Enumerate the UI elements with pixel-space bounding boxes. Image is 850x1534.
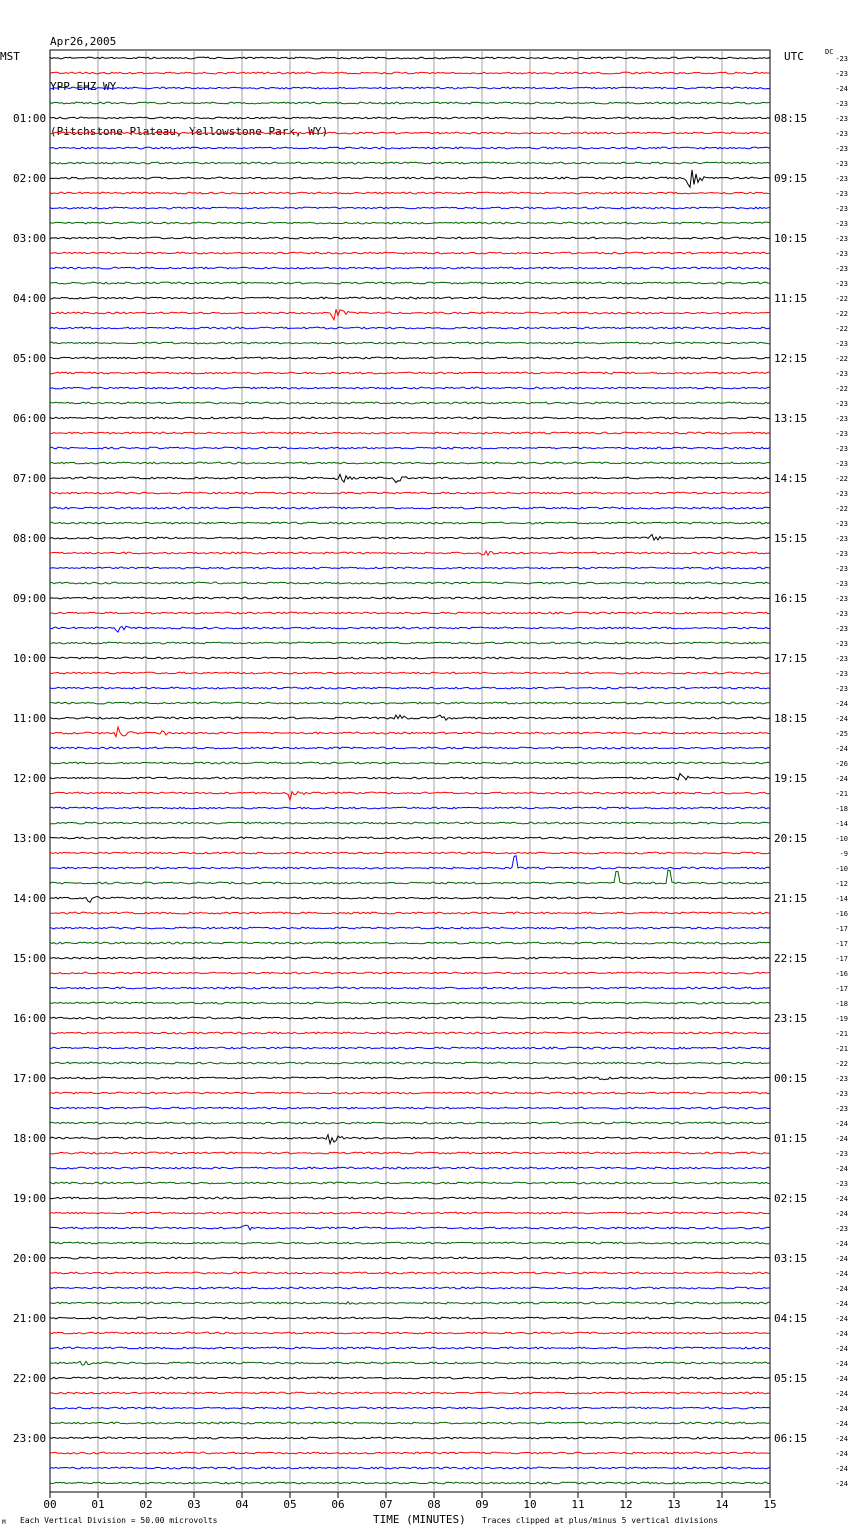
utc-hour-label: 06:15: [774, 1432, 808, 1445]
mst-hour-label: 07:00: [13, 472, 47, 485]
dc-offset-label: -23: [835, 445, 848, 453]
seismic-trace: [50, 747, 770, 749]
dc-offset-label: -23: [835, 565, 848, 573]
seismic-trace: [50, 687, 770, 689]
seismic-trace: [50, 1152, 770, 1154]
seismic-trace: [50, 207, 770, 209]
mst-hour-label: 14:00: [13, 892, 47, 905]
dc-offset-label: -23: [835, 625, 848, 633]
dc-offset-label: -24: [835, 700, 848, 708]
seismic-trace: [50, 715, 770, 720]
seismic-trace: [50, 1377, 770, 1379]
dc-offset-label: -24: [835, 745, 848, 753]
seismic-trace: [50, 170, 770, 187]
dc-offset-label: -26: [835, 760, 848, 768]
seismic-trace: [50, 507, 770, 509]
dc-offset-label: -23: [835, 1150, 848, 1158]
seismic-trace: [50, 1135, 770, 1144]
dc-offset-label: -23: [835, 1075, 848, 1083]
seismic-trace: [50, 1332, 770, 1334]
seismic-trace: [50, 1287, 770, 1289]
seismic-trace: [50, 942, 770, 944]
seismic-trace: [50, 1182, 770, 1184]
dc-offset-label: -23: [835, 1225, 848, 1233]
dc-offset-label: -23: [835, 610, 848, 618]
utc-hour-label: 14:15: [774, 472, 808, 485]
seismic-trace: [50, 1002, 770, 1004]
dc-offset-label: -22: [835, 475, 848, 483]
dc-offset-label: -23: [835, 1180, 848, 1188]
dc-offset-label: -10: [835, 865, 848, 873]
x-tick-label: 14: [715, 1498, 729, 1511]
dc-offset-label: -24: [835, 1285, 848, 1293]
seismic-trace: [50, 1077, 770, 1080]
seismic-trace: [50, 297, 770, 299]
dc-offset-label: -21: [835, 790, 848, 798]
dc-offset-label: -23: [835, 655, 848, 663]
dc-offset-label: -21: [835, 1030, 848, 1038]
dc-offset-label: -23: [835, 640, 848, 648]
plot-frame: [50, 50, 770, 1492]
seismic-trace: [50, 987, 770, 989]
seismic-trace: [50, 387, 770, 389]
dc-offset-label: -23: [835, 670, 848, 678]
mst-hour-label: 22:00: [13, 1372, 47, 1385]
seismic-trace: [50, 927, 770, 929]
x-tick-label: 10: [523, 1498, 537, 1511]
seismic-trace: [50, 1257, 770, 1259]
dc-offset-label: -24: [835, 1480, 848, 1488]
seismic-trace: [50, 1452, 770, 1454]
mst-hour-label: 06:00: [13, 412, 47, 425]
dc-offset-label: -23: [835, 70, 848, 78]
seismic-trace: [50, 1017, 770, 1019]
dc-offset-label: -24: [835, 775, 848, 783]
seismic-trace: [50, 474, 770, 482]
seismic-trace: [50, 1032, 770, 1034]
utc-hour-label: 18:15: [774, 712, 808, 725]
dc-offset-label: -23: [835, 415, 848, 423]
utc-hour-label: 01:15: [774, 1132, 808, 1145]
mst-hour-label: 17:00: [13, 1072, 47, 1085]
seismic-trace: [50, 117, 770, 119]
seismic-trace: [50, 309, 770, 320]
dc-offset-label: -24: [835, 1360, 848, 1368]
x-tick-label: 06: [331, 1498, 345, 1511]
utc-hour-label: 17:15: [774, 652, 808, 665]
seismic-trace: [50, 1347, 770, 1349]
dc-offset-label: -23: [835, 535, 848, 543]
x-tick-label: 02: [139, 1498, 153, 1511]
mst-hour-label: 12:00: [13, 772, 47, 785]
dc-offset-label: -23: [835, 100, 848, 108]
dc-offset-label: -17: [835, 955, 848, 963]
seismic-trace: [50, 57, 770, 59]
dc-offset-label: -24: [835, 1195, 848, 1203]
x-axis-label: TIME (MINUTES): [373, 1513, 466, 1526]
seismic-trace: [50, 1392, 770, 1394]
seismic-trace: [50, 774, 770, 780]
mst-hour-label: 11:00: [13, 712, 47, 725]
seismic-trace: [50, 1437, 770, 1439]
utc-hour-label: 05:15: [774, 1372, 808, 1385]
dc-offset-label: -24: [835, 1270, 848, 1278]
utc-hour-label: 12:15: [774, 352, 808, 365]
dc-offset-label: -24: [835, 1390, 848, 1398]
dc-offset-label: -23: [835, 400, 848, 408]
seismic-trace: [50, 1107, 770, 1109]
seismic-trace: [50, 72, 770, 74]
dc-offset-label: -17: [835, 940, 848, 948]
mst-hour-label: 19:00: [13, 1192, 47, 1205]
seismic-trace: [50, 626, 770, 632]
seismic-trace: [50, 1302, 770, 1305]
seismic-trace: [50, 1317, 770, 1319]
dc-offset-label: -21: [835, 1045, 848, 1053]
seismic-trace: [50, 282, 770, 284]
dc-offset-label: -22: [835, 385, 848, 393]
utc-hour-label: 08:15: [774, 112, 808, 125]
seismic-trace: [50, 1242, 770, 1244]
seismic-trace: [50, 852, 770, 854]
utc-hour-label: 03:15: [774, 1252, 808, 1265]
dc-offset-label: -23: [835, 190, 848, 198]
seismic-trace: [50, 837, 770, 839]
seismic-trace: [50, 147, 770, 149]
x-tick-label: 15: [763, 1498, 777, 1511]
dc-offset-label: -23: [835, 1105, 848, 1113]
dc-offset-label: -24: [835, 1240, 848, 1248]
seismic-trace: [50, 1225, 770, 1230]
seismic-trace: [50, 1361, 770, 1365]
dc-offset-label: -24: [835, 1450, 848, 1458]
dc-offset-label: -23: [835, 175, 848, 183]
utc-hour-label: 09:15: [774, 172, 808, 185]
seismic-trace: [50, 672, 770, 674]
dc-offset-label: -12: [835, 880, 848, 888]
dc-offset-label: -23: [835, 250, 848, 258]
seismic-trace: [50, 1422, 770, 1424]
seismic-trace: [50, 1122, 770, 1124]
dc-offset-label: -23: [835, 160, 848, 168]
seismic-trace: [50, 132, 770, 134]
mst-hour-label: 03:00: [13, 232, 47, 245]
seismic-trace: [50, 1197, 770, 1199]
dc-offset-label: -24: [835, 1120, 848, 1128]
seismic-trace: [50, 657, 770, 659]
x-tick-label: 09: [475, 1498, 489, 1511]
scale-note: Each Vertical Division = 50.00 microvolts: [20, 1516, 218, 1525]
seismic-trace: [50, 1272, 770, 1274]
dc-offset-label: -23: [835, 370, 848, 378]
chart-date: Apr26,2005: [50, 35, 117, 48]
seismic-trace: [50, 267, 770, 269]
mst-hour-label: 09:00: [13, 592, 47, 605]
seismic-trace: [50, 642, 770, 644]
seismic-trace: [50, 582, 770, 584]
seismic-trace: [50, 417, 770, 419]
dc-offset-label: -24: [835, 1315, 848, 1323]
utc-hour-label: 19:15: [774, 772, 808, 785]
dc-offset-label: -24: [835, 1465, 848, 1473]
utc-hour-label: 11:15: [774, 292, 808, 305]
clip-note: Traces clipped at plus/minus 5 vertical divisions: [482, 1516, 719, 1525]
dc-offset-label: -9: [839, 850, 848, 858]
seismic-trace: [50, 856, 770, 869]
dc-offset-label: -24: [835, 1420, 848, 1428]
utc-hour-label: 00:15: [774, 1072, 808, 1085]
seismic-trace: [50, 342, 770, 344]
utc-axis-title: UTC: [784, 50, 804, 63]
seismic-trace: [50, 1482, 770, 1484]
dc-offset-label: -23: [835, 220, 848, 228]
seismic-trace: [50, 1212, 770, 1214]
utc-hour-label: 23:15: [774, 1012, 808, 1025]
mst-hour-label: 21:00: [13, 1312, 47, 1325]
seismic-trace: [50, 792, 770, 801]
dc-offset-label: -19: [835, 1015, 848, 1023]
x-tick-label: 04: [235, 1498, 249, 1511]
mst-hour-label: 18:00: [13, 1132, 47, 1145]
dc-offset-label: -23: [835, 280, 848, 288]
dc-offset-label: -18: [835, 1000, 848, 1008]
mst-hour-label: 23:00: [13, 1432, 47, 1445]
footer-mark: M: [2, 1519, 6, 1526]
utc-hour-label: 04:15: [774, 1312, 808, 1325]
seismic-trace: [50, 192, 770, 194]
dc-offset-label: -18: [835, 805, 848, 813]
dc-offset-label: -24: [835, 1375, 848, 1383]
seismic-trace: [50, 897, 770, 903]
dc-offset-label: -16: [835, 910, 848, 918]
x-tick-label: 05: [283, 1498, 297, 1511]
chart-location: (Pitchstone Plateau, Yellowstone Park, WY): [50, 125, 329, 138]
chart-station: YPP EHZ WY: [50, 80, 117, 93]
dc-offset-label: -23: [835, 115, 848, 123]
dc-offset-label: -22: [835, 355, 848, 363]
seismic-trace: [50, 535, 770, 541]
utc-hour-label: 13:15: [774, 412, 808, 425]
dc-offset-label: -23: [835, 520, 848, 528]
mst-hour-label: 15:00: [13, 952, 47, 965]
seismic-trace: [50, 912, 770, 914]
utc-hour-label: 16:15: [774, 592, 808, 605]
seismic-trace: [50, 102, 770, 104]
mst-hour-label: 01:00: [13, 112, 47, 125]
dc-offset-label: -14: [835, 820, 848, 828]
dc-offset-label: -24: [835, 1255, 848, 1263]
seismic-trace: [50, 1167, 770, 1169]
dc-offset-label: -24: [835, 1330, 848, 1338]
seismic-trace: [50, 612, 770, 614]
mst-hour-label: 10:00: [13, 652, 47, 665]
dc-offset-label: -22: [835, 1060, 848, 1068]
mst-hour-label: 20:00: [13, 1252, 47, 1265]
seismic-trace: [50, 492, 770, 494]
seismic-trace: [50, 1062, 770, 1064]
dc-offset-label: -14: [835, 895, 848, 903]
x-tick-label: 07: [379, 1498, 393, 1511]
utc-hour-label: 21:15: [774, 892, 808, 905]
x-tick-label: 11: [571, 1498, 585, 1511]
x-tick-label: 03: [187, 1498, 201, 1511]
dc-offset-label: -22: [835, 295, 848, 303]
seismic-trace: [50, 222, 770, 224]
x-tick-label: 13: [667, 1498, 681, 1511]
seismic-trace: [50, 1047, 770, 1049]
seismic-trace: [50, 327, 770, 329]
dc-axis-title: DC: [825, 48, 834, 56]
seismic-trace: [50, 807, 770, 809]
utc-hour-label: 02:15: [774, 1192, 808, 1205]
x-tick-label: 12: [619, 1498, 633, 1511]
seismic-trace: [50, 162, 770, 164]
dc-offset-label: -23: [835, 685, 848, 693]
mst-axis-title: MST: [0, 50, 20, 63]
utc-hour-label: 15:15: [774, 532, 808, 545]
seismic-trace: [50, 1092, 770, 1094]
dc-offset-label: -10: [835, 835, 848, 843]
utc-hour-label: 22:15: [774, 952, 808, 965]
dc-offset-label: -22: [835, 310, 848, 318]
dc-offset-label: -24: [835, 1165, 848, 1173]
dc-offset-label: -24: [835, 715, 848, 723]
dc-offset-label: -23: [835, 340, 848, 348]
seismic-trace: [50, 762, 770, 764]
dc-offset-label: -24: [835, 1405, 848, 1413]
seismic-trace: [50, 972, 770, 974]
seismic-trace: [50, 702, 770, 704]
dc-offset-label: -23: [835, 490, 848, 498]
mst-hour-label: 04:00: [13, 292, 47, 305]
dc-offset-label: -22: [835, 505, 848, 513]
dc-offset-label: -23: [835, 1090, 848, 1098]
dc-offset-label: -25: [835, 730, 848, 738]
mst-hour-label: 16:00: [13, 1012, 47, 1025]
seismic-trace: [50, 432, 770, 434]
seismic-trace: [50, 727, 770, 737]
dc-offset-label: -23: [835, 580, 848, 588]
seismic-trace: [50, 567, 770, 569]
dc-offset-label: -23: [835, 595, 848, 603]
dc-offset-label: -24: [835, 1300, 848, 1308]
dc-offset-label: -24: [835, 1435, 848, 1443]
utc-hour-label: 20:15: [774, 832, 808, 845]
x-tick-label: 08: [427, 1498, 441, 1511]
dc-offset-label: -23: [835, 130, 848, 138]
seismic-trace: [50, 957, 770, 959]
x-tick-label: 01: [91, 1498, 105, 1511]
seismic-trace: [50, 87, 770, 89]
seismic-trace: [50, 522, 770, 524]
seismic-trace: [50, 551, 770, 555]
seismic-trace: [50, 252, 770, 254]
dc-offset-label: -23: [835, 235, 848, 243]
dc-offset-label: -24: [835, 1210, 848, 1218]
dc-offset-label: -24: [835, 1135, 848, 1143]
seismic-trace: [50, 402, 770, 404]
seismic-trace: [50, 237, 770, 239]
dc-offset-label: -22: [835, 325, 848, 333]
dc-offset-label: -23: [835, 205, 848, 213]
seismic-trace: [50, 1467, 770, 1469]
seismic-trace: [50, 597, 770, 599]
mst-hour-label: 08:00: [13, 532, 47, 545]
dc-offset-label: -24: [835, 85, 848, 93]
seismic-trace: [50, 447, 770, 449]
dc-offset-label: -24: [835, 1345, 848, 1353]
dc-offset-label: -23: [835, 550, 848, 558]
dc-offset-label: -16: [835, 970, 848, 978]
seismic-trace: [50, 357, 770, 359]
seismic-trace: [50, 462, 770, 464]
dc-offset-label: -23: [835, 265, 848, 273]
dc-offset-label: -23: [835, 55, 848, 63]
mst-hour-label: 05:00: [13, 352, 47, 365]
seismic-trace: [50, 870, 770, 884]
dc-offset-label: -17: [835, 925, 848, 933]
dc-offset-label: -23: [835, 460, 848, 468]
seismic-trace: [50, 822, 770, 824]
dc-offset-label: -23: [835, 430, 848, 438]
seismic-trace: [50, 1407, 770, 1409]
mst-hour-label: 13:00: [13, 832, 47, 845]
utc-hour-label: 10:15: [774, 232, 808, 245]
mst-hour-label: 02:00: [13, 172, 47, 185]
seismic-trace: [50, 372, 770, 374]
dc-offset-label: -17: [835, 985, 848, 993]
dc-offset-label: -23: [835, 145, 848, 153]
x-tick-label: 00: [43, 1498, 57, 1511]
